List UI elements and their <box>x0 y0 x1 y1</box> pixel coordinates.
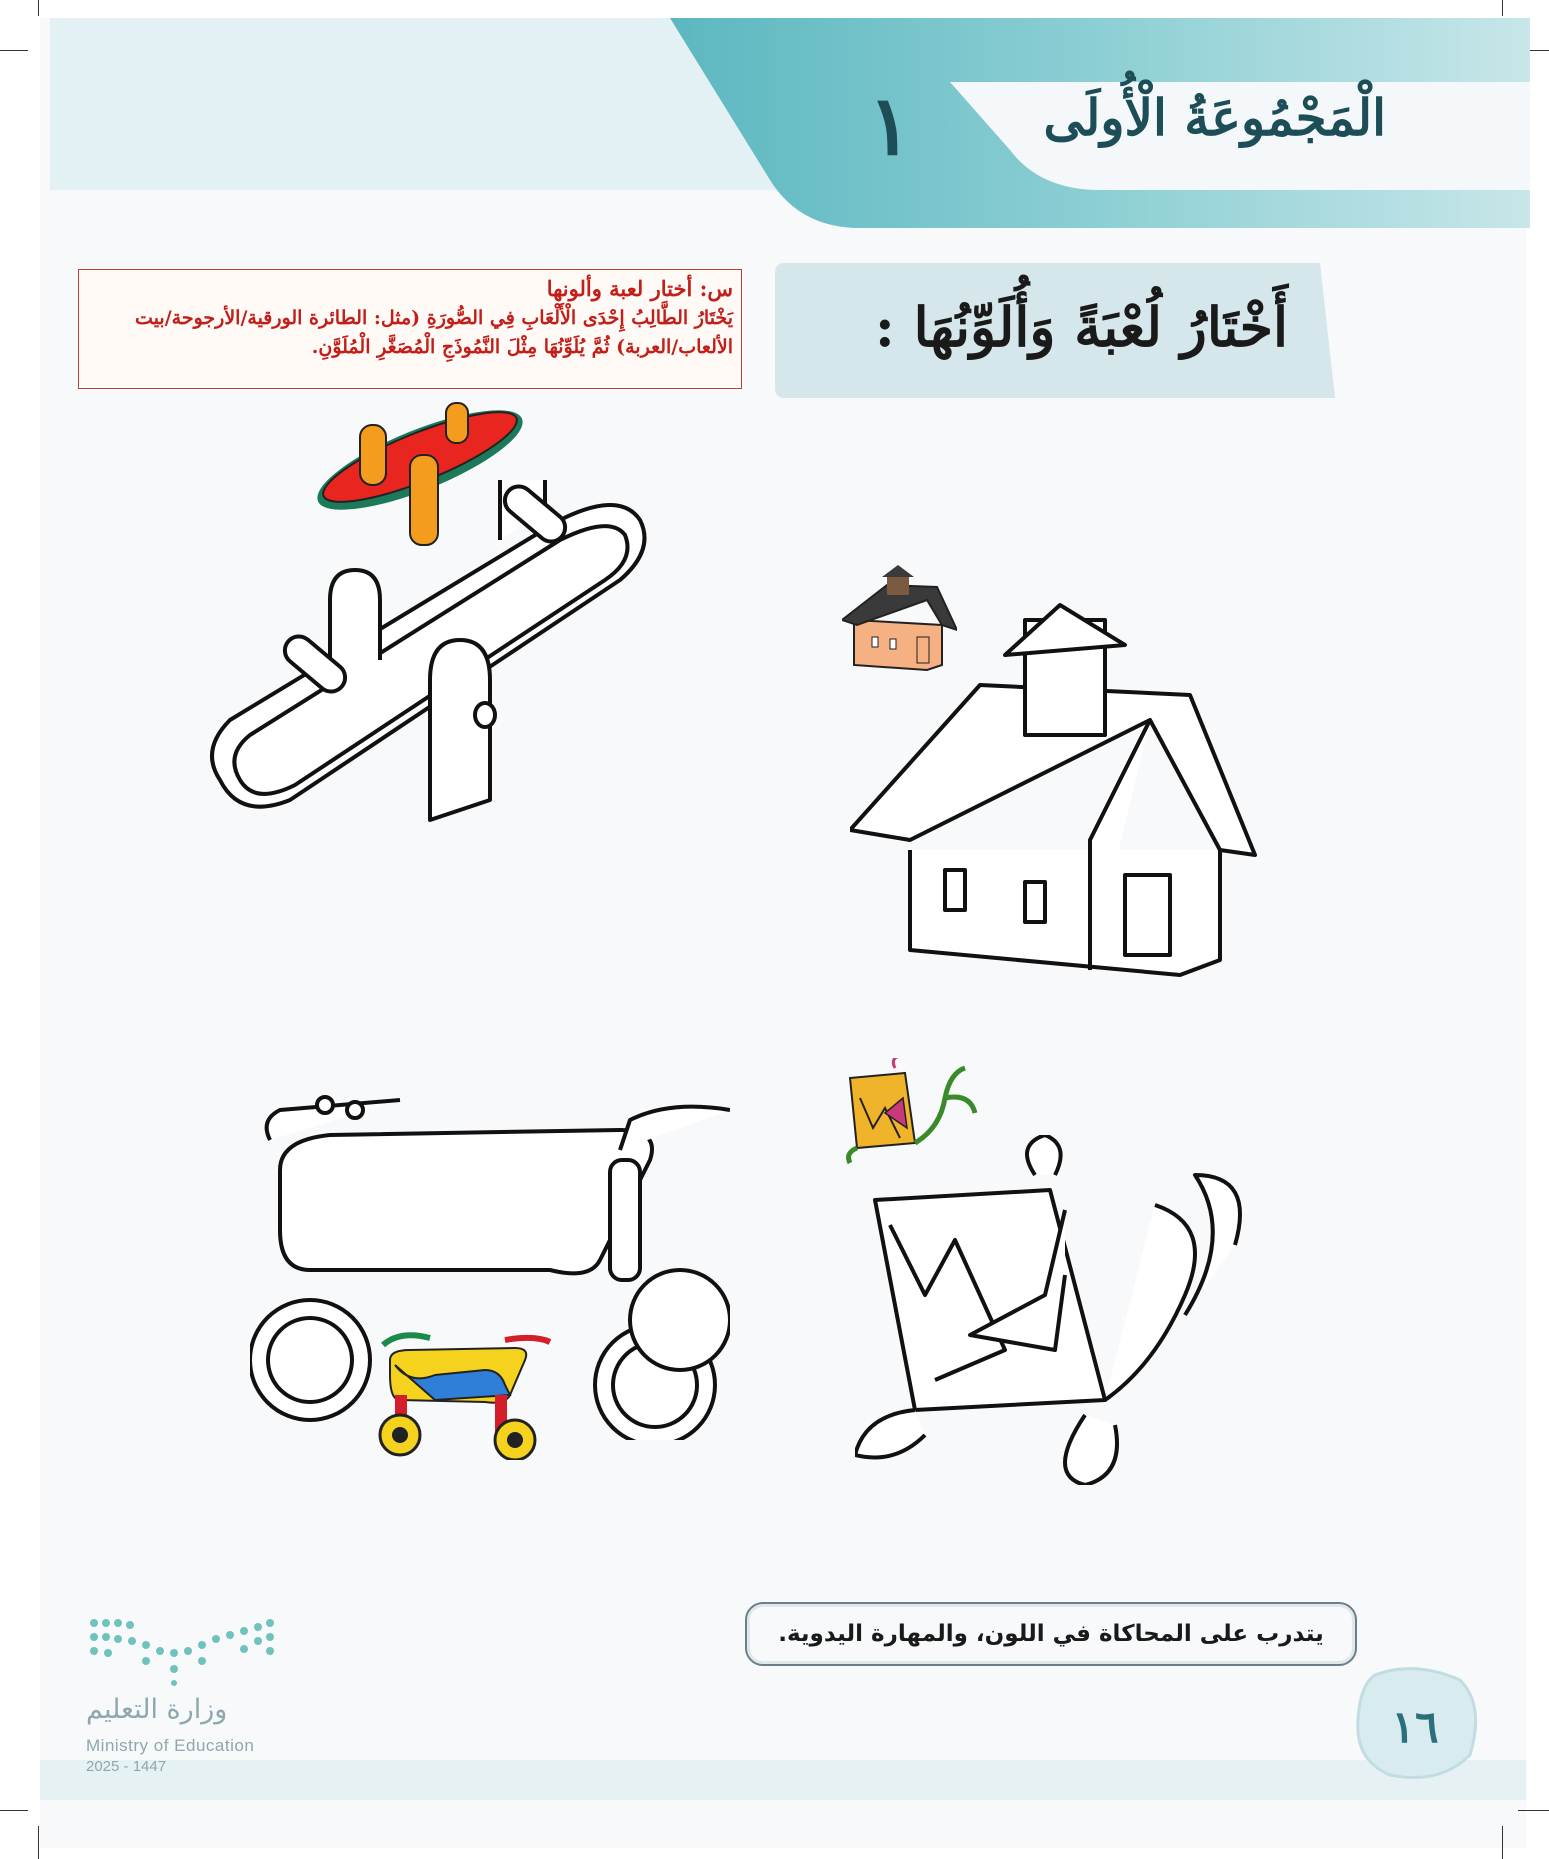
ministry-logo-icon <box>86 1615 276 1695</box>
kite-thumbnail-icon <box>845 1058 985 1168</box>
ministry-name-arabic: وزارة التعليم <box>86 1694 228 1725</box>
objective-text: يتدرب على المحاكاة في اللون، والمهارة اليدوية. <box>778 1621 1324 1647</box>
page-number: ١٦ <box>1391 1701 1439 1753</box>
learning-objective <box>745 1602 1357 1666</box>
crop-mark <box>0 1810 28 1811</box>
teacher-note <box>78 269 742 389</box>
kite-icon[interactable] <box>855 1135 1285 1485</box>
note-answer: يَخْتَارُ الطَّالِبُ إِحْدَى الْأَلْعَابِ فِي الصُّورَةِ (مثل: الطائرة الورقية/الأرجوحة/بيت الألعاب/العربة) ثُمَّ يُلَوِّنُهَا مِثْلَ النَّمُوذَجِ الْمُصَغَّرِ الْمُلَوَّنِ. <box>135 307 733 358</box>
ride-on-cart-thumbnail-icon <box>375 1330 555 1460</box>
edition-year: 2025 - 1447 <box>86 1758 167 1775</box>
ministry-name-english: Ministry of Education <box>86 1736 255 1755</box>
seesaw-thumbnail-icon <box>310 395 525 555</box>
playhouse-thumbnail-icon <box>842 565 957 675</box>
note-question: س: أختار لعبة وألونها <box>546 276 733 301</box>
group-title: الْمَجْمُوعَةُ الْأُولَى <box>1043 88 1386 147</box>
activity-title: أَخْتَارُ لُعْبَةً وَأُلَوِّنُهَا : <box>874 295 1288 359</box>
crop-mark <box>38 1826 39 1859</box>
footer-band <box>40 1760 1526 1800</box>
crop-mark <box>1502 1826 1503 1859</box>
crop-mark <box>1518 1810 1549 1811</box>
group-number: ١ <box>867 78 913 174</box>
